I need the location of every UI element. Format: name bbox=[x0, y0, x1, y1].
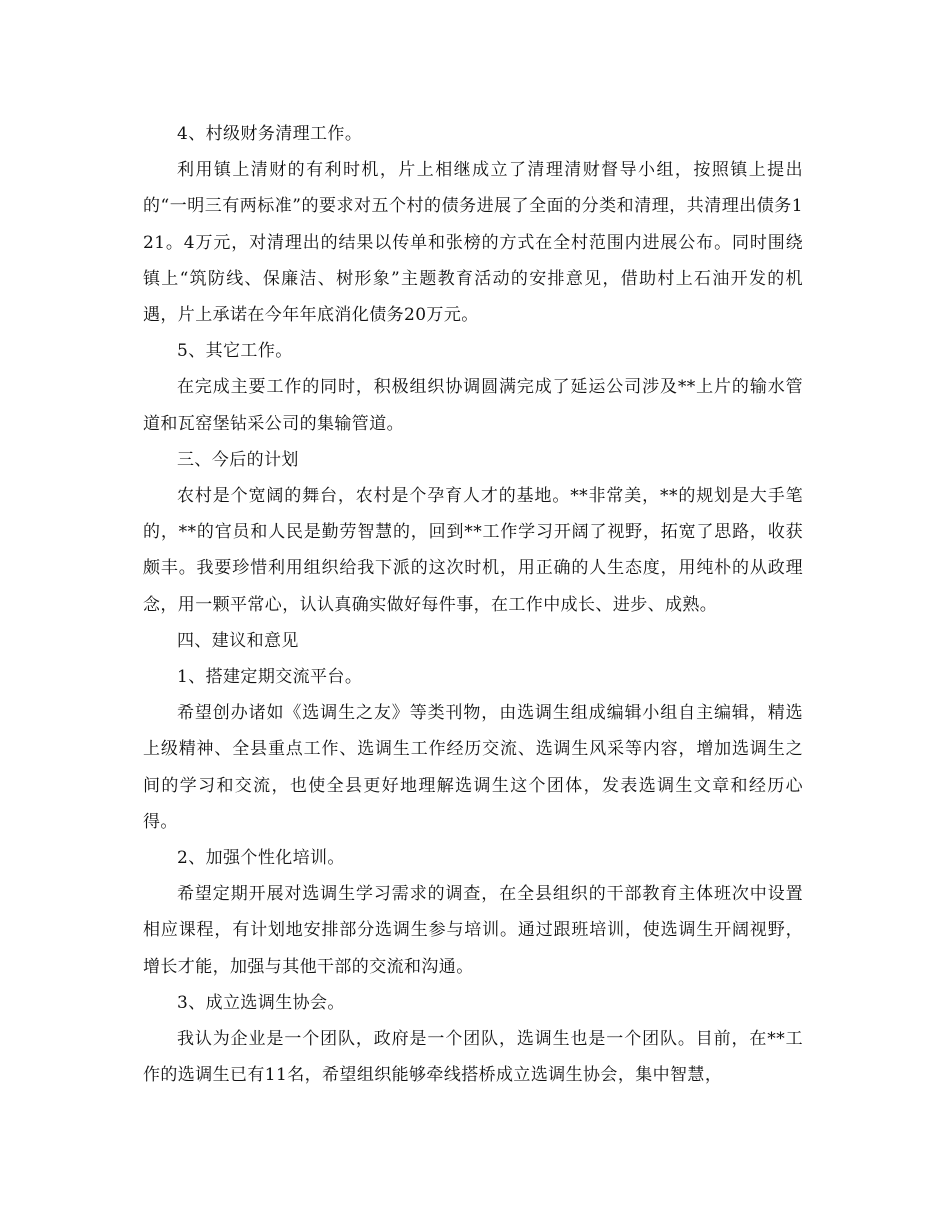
heading-exchange-platform: 1、搭建定期交流平台。 bbox=[177, 667, 363, 688]
paragraph-personalized-training: 希望定期开展对选调生学习需求的调查，在全县组织的干部教育主体班次中设置相应课程，有计划地安排部分选调生参与培训。通过跟班培训，使选调生开阔视野，增长才能，加强与其他干部的交流和沟通。 bbox=[143, 884, 803, 977]
paragraph-future-plan: 农村是个宽阔的舞台，农村是个孕育人才的基地。**非常美，**的规划是大手笔的，**的官员和人民是勤劳智慧的，回到**工作学习开阔了视野，拓宽了思路，收获颇丰。我要珍惜利用组织给我下派的这次时机，用正确的人生态度，用纯朴的从政理念，用一颗平常心，认认真确实做好每件事，在工作中成长、进步、成熟。 bbox=[143, 486, 803, 615]
heading-future-plan: 三、今后的计划 bbox=[177, 449, 299, 470]
heading-personalized-training: 2、加强个性化培训。 bbox=[177, 848, 345, 869]
paragraph-other-work: 在完成主要工作的同时，积极组织协调圆满完成了延运公司涉及**上片的输水管道和瓦窑堡钻采公司的集输管道。 bbox=[143, 377, 803, 434]
document-body bbox=[143, 116, 803, 1093]
paragraph-finance-cleanup: 利用镇上清财的有利时机，片上相继成立了清理清财督导小组，按照镇上提出的“一明三有两标准”的要求对五个村的债务进展了全面的分类和清理，共清理出债务121。4万元，对清理出的结果以传单和张榜的方式在全村范围内进展公布。同时围绕镇上“筑防线、保廉洁、树形象”主题教育活动的安排意见，借助村上石油开发的机遇，片上承诺在今年年底消化债务20万元。 bbox=[143, 160, 803, 326]
paragraph-association: 我认为企业是一个团队，政府是一个团队，选调生也是一个团队。目前，在**工作的选调生已有11名，希望组织能够牵线搭桥成立选调生协会，集中智慧， bbox=[143, 1029, 803, 1086]
paragraph-exchange-platform: 希望创办诸如《选调生之友》等类刊物，由选调生组成编辑小组自主编辑，精选上级精神、全县重点工作、选调生工作经历交流、选调生风采等内容，增加选调生之间的学习和交流，也使全县更好地理解选调生这个团体，发表选调生文章和经历心得。 bbox=[143, 703, 803, 832]
heading-other-work: 5、其它工作。 bbox=[177, 341, 293, 362]
heading-suggestions: 四、建议和意见 bbox=[177, 630, 299, 651]
heading-finance-cleanup: 4、村级财务清理工作。 bbox=[177, 124, 363, 144]
heading-association: 3、成立选调生协会。 bbox=[177, 992, 345, 1013]
